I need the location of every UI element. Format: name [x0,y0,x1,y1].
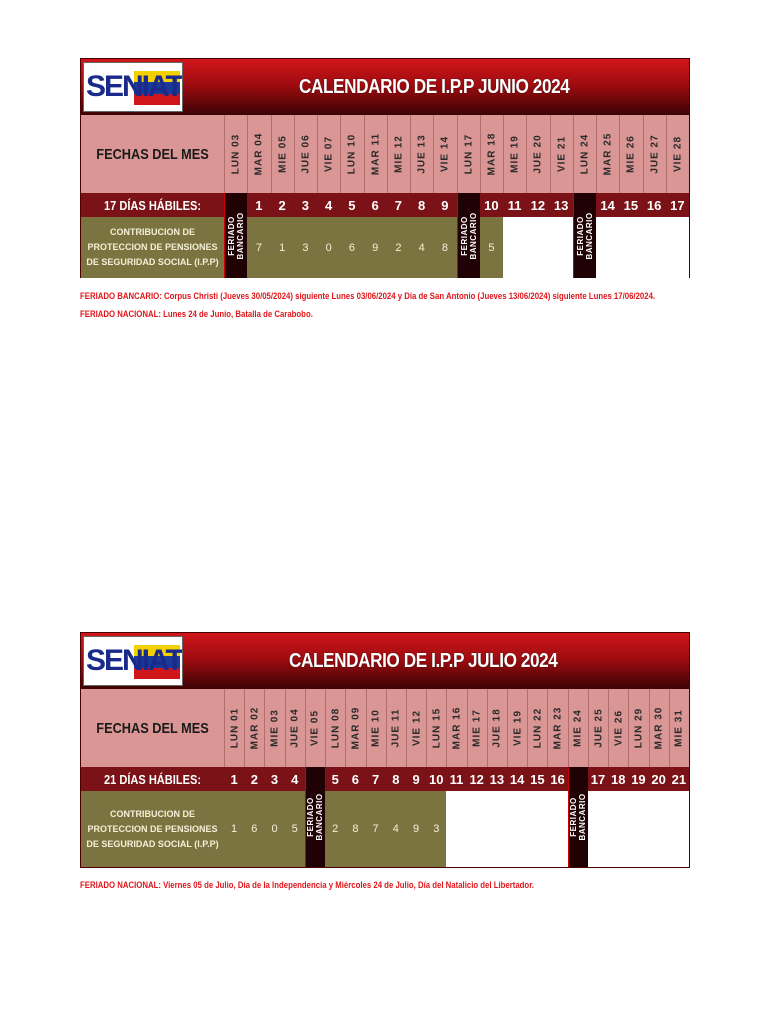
day-label: MIE 26 [625,135,637,173]
logo-text: SENIAT [86,70,182,103]
day-label: LUN 22 [532,707,544,749]
day-header [619,115,642,193]
feriado-bancario-badge [568,767,588,867]
rif-digit: 7 [255,241,262,254]
business-day-number: 5 [331,771,339,787]
day-header [364,115,387,193]
seniat-logo [83,62,183,112]
contrib-row [81,217,689,278]
business-day-number: 7 [372,771,380,787]
day-label: LUN 15 [431,707,443,749]
calendar-title: CALENDARIO DE I.P.P JUNIO 2024 [299,76,570,98]
rif-digit: 9 [372,241,379,254]
rif-digit: 4 [392,823,399,835]
rif-digit: 4 [418,241,425,254]
contrib-label: CONTRIBUCION DE PROTECCION DE PENSIONES DE SEGURIDAD SOCIAL (I.P.P) [81,791,224,867]
day-label: JUE 25 [593,708,604,748]
business-day-number: 13 [553,197,569,213]
day-label: LUN 24 [579,133,591,175]
business-day-number: 8 [392,771,400,787]
rif-digit: 8 [441,241,448,254]
day-header [628,689,648,767]
business-day-number: 6 [371,197,379,213]
calendar-header [81,59,689,115]
day-label: MAR 25 [602,132,614,176]
days-row [81,115,689,193]
day-label: MAR 09 [350,706,362,750]
business-day-number: 15 [623,197,639,213]
day-header [244,689,264,767]
day-label: MAR 30 [653,706,665,750]
business-day-number: 6 [351,771,360,787]
day-label: MIE 19 [509,135,521,173]
day-header [573,115,596,193]
rif-digit: 7 [372,823,379,835]
day-header [527,689,547,767]
day-header [649,689,669,767]
feriado-label: FERIADO BANCARIO [459,211,478,260]
day-header [366,689,386,767]
day-header [294,115,317,193]
calendar-header [81,633,689,689]
day-header [305,689,325,767]
day-header [285,689,305,767]
day-label: JUE 20 [532,134,544,174]
business-day-number: 13 [489,771,505,787]
day-header [588,689,608,767]
logo-text: SENIAT [86,644,182,677]
rif-digit: 9 [412,823,420,835]
rif-digit: 5 [291,823,298,835]
day-label: JUE 11 [390,708,402,748]
feriado-bancario-badge [224,193,247,278]
habiles-label: 21 DÍAS HÁBILES: [103,771,202,787]
rif-digit: 3 [302,241,309,254]
day-header [386,689,406,767]
day-label: MAR 11 [370,132,382,176]
business-day-number: 9 [412,771,420,787]
rif-digit: 1 [279,241,286,254]
business-day-number: 10 [429,771,444,787]
day-label: VIE 21 [556,135,568,173]
day-header [340,115,363,193]
day-label: JUE 04 [289,708,301,748]
day-header [406,689,426,767]
day-header [426,689,446,767]
rif-digit: 6 [251,823,258,835]
rif-digit: 2 [395,241,402,254]
feriado-bancario-badge [573,193,596,278]
business-day-number: 3 [270,771,279,787]
business-day-number: 14 [509,771,525,787]
day-header [596,115,619,193]
rif-digit: 3 [433,823,440,835]
feriado-label: FERIADO BANCARIO [227,211,246,260]
day-header [446,689,466,767]
feriado-label: FERIADO BANCARIO [306,793,325,841]
seniat-logo [83,636,183,686]
day-header [643,115,666,193]
day-label: MIE 24 [572,709,584,747]
day-header [317,115,340,193]
day-label: MAR 23 [552,706,564,750]
habiles-label: 17 DÍAS HÁBILES: [103,197,202,213]
day-label: MAR 04 [253,132,265,176]
day-label: LUN 01 [229,707,241,749]
day-label: VIE 14 [439,135,451,173]
day-label: MIE 10 [370,709,382,747]
day-header [487,689,507,767]
fechas-label: FECHAS DEL MES [96,719,209,737]
day-header [271,115,294,193]
day-label: VIE 26 [613,709,625,747]
business-day-number: 17 [590,771,606,787]
contrib-row [81,791,689,867]
day-label: LUN 08 [330,707,342,749]
habiles-row [81,193,689,217]
day-header [264,689,284,767]
day-header [507,689,527,767]
business-day-number: 16 [550,771,565,787]
note-feriado-bancario: FERIADO BANCARIO: Corpus Christi (Jueves 30/05/2024) siguiente Lunes 03/06/2024 y Día de San Antonio (Jueves 13/06/2024) siguiente Lunes 17/06/2024. [80,291,656,302]
day-label: LUN 10 [346,133,358,175]
day-header [433,115,456,193]
rif-digit: 2 [332,823,339,835]
rif-digit: 0 [325,241,332,254]
calendar-julio [80,632,690,868]
day-label: VIE 07 [323,135,335,173]
day-header [550,115,573,193]
day-label: VIE 28 [672,135,684,173]
business-day-number: 21 [671,771,687,787]
business-day-number: 11 [449,771,464,787]
feriado-bancario-badge [457,193,480,278]
day-header [503,115,526,193]
day-label: LUN 29 [633,707,645,749]
business-day-number: 3 [301,197,309,213]
day-header [526,115,549,193]
day-label: VIE 12 [411,709,423,747]
business-day-number: 12 [530,197,546,213]
day-header [224,689,244,767]
business-day-number: 4 [291,771,299,787]
day-header [247,115,270,193]
day-label: MAR 18 [486,132,498,176]
day-header [387,115,410,193]
day-header [669,689,689,767]
day-header [480,115,503,193]
day-label: LUN 03 [230,133,242,175]
day-label: MAR 16 [451,706,463,750]
business-day-number: 19 [631,771,646,787]
day-label: JUE 18 [491,708,503,748]
rif-digit: 8 [352,823,359,835]
business-day-number: 11 [507,197,522,213]
day-header [608,689,628,767]
calendar-junio [80,58,690,278]
feriado-label: FERIADO BANCARIO [575,211,594,260]
business-day-number: 5 [348,197,356,213]
day-label: MAR 02 [249,706,261,750]
business-day-number: 9 [441,197,449,213]
business-day-number: 7 [394,197,402,213]
business-day-number: 15 [530,771,545,787]
day-header [345,689,365,767]
business-day-number: 14 [600,197,615,213]
business-day-number: 1 [255,197,263,213]
day-header [547,689,567,767]
feriado-bancario-badge [305,767,325,867]
rif-digit: 1 [231,823,238,835]
day-header [325,689,345,767]
business-day-number: 1 [230,771,238,787]
days-row [81,689,689,767]
business-day-number: 2 [278,197,286,213]
day-label: MIE 03 [269,709,281,747]
note-feriado-nacional: FERIADO NACIONAL: Viernes 05 de Julio, Día de la Independencia y Miércoles 24 de Julio, Día del Natalicio del Libertador. [80,880,534,891]
day-label: VIE 05 [309,709,321,747]
day-label: MIE 12 [393,135,405,173]
day-header [224,115,247,193]
day-label: JUE 06 [300,134,312,174]
day-header [666,115,689,193]
business-day-number: 18 [610,771,626,787]
note-feriado-nacional: FERIADO NACIONAL: Lunes 24 de Junio, Batalla de Carabobo. [80,309,313,320]
habiles-row [81,767,689,791]
day-header [457,115,480,193]
business-day-number: 4 [325,197,333,213]
business-day-number: 20 [651,771,666,787]
business-day-number: 12 [469,771,484,787]
feriado-label: FERIADO BANCARIO [569,793,588,841]
fechas-label: FECHAS DEL MES [96,145,209,163]
rif-digit: 0 [271,823,278,835]
day-label: MIE 31 [673,709,685,747]
business-day-number: 8 [418,197,426,213]
day-label: JUE 13 [416,134,428,174]
business-day-number: 16 [646,197,662,213]
calendar-title: CALENDARIO DE I.P.P JULIO 2024 [289,650,558,672]
day-label: VIE 19 [512,709,524,747]
day-label: JUE 27 [649,134,661,174]
rif-digit: 6 [348,241,355,254]
business-day-number: 2 [250,771,258,787]
business-day-number: 10 [484,197,499,213]
day-label: MIE 17 [471,709,483,747]
day-header [568,689,588,767]
rif-digit: 5 [488,241,495,254]
day-header [410,115,433,193]
day-label: MIE 05 [277,135,289,173]
business-day-number: 17 [670,197,685,213]
day-header [467,689,487,767]
day-label: LUN 17 [463,133,475,175]
contrib-label: CONTRIBUCION DE PROTECCION DE PENSIONES DE SEGURIDAD SOCIAL (I.P.P) [81,217,224,278]
